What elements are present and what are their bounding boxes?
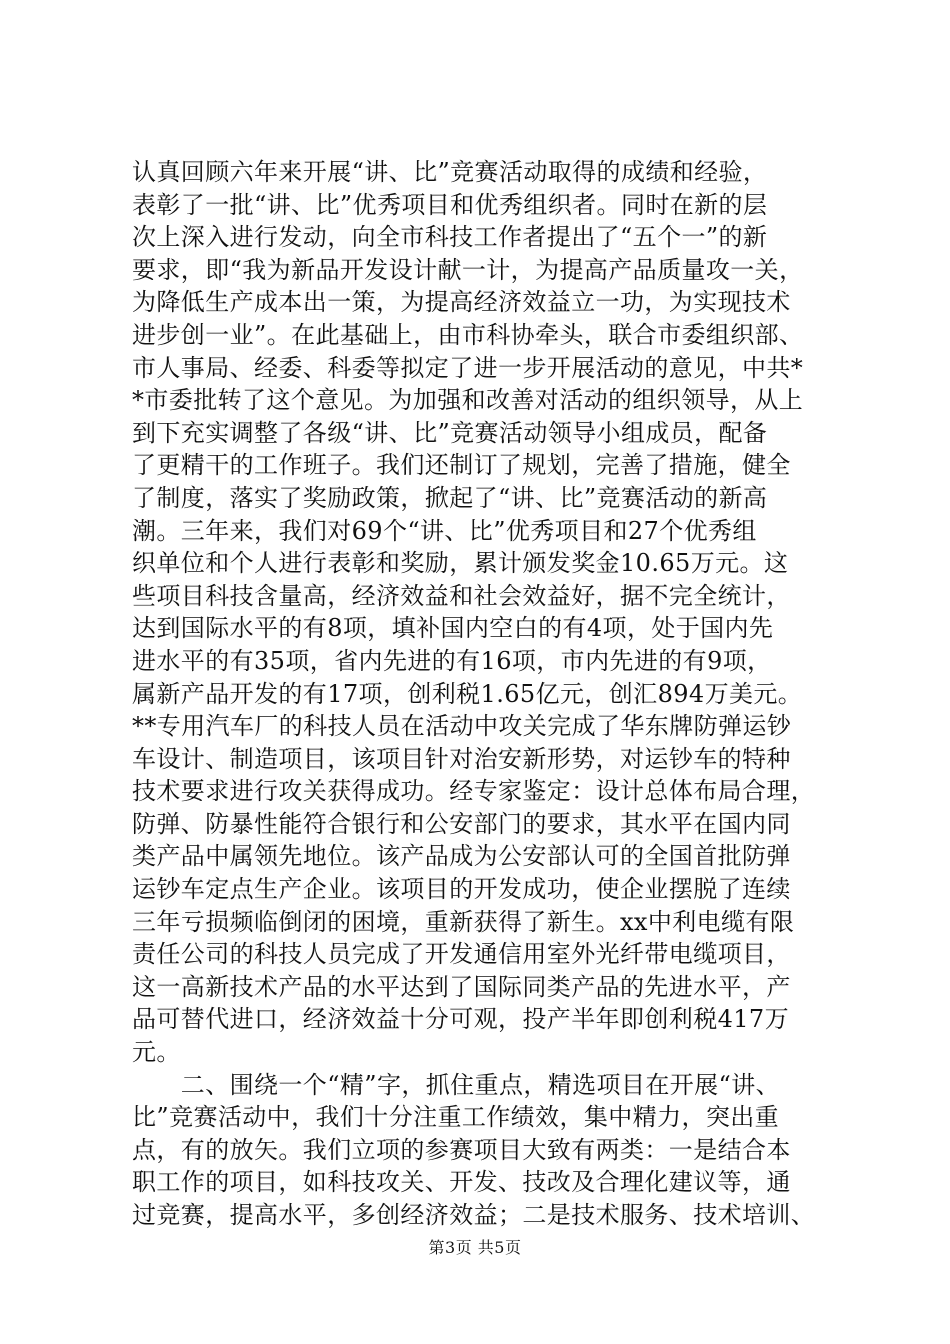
text-line: 责任公司的科技人员完成了开发通信用室外光纤带电缆项目， [132,940,791,969]
text-line: 二、围绕一个“精”字，抓住重点，精选项目在开展“讲、 [132,1070,781,1099]
text-line: 了制度，落实了奖励政策，掀起了“讲、比”竞赛活动的新高 [132,483,768,512]
text-line: 认真回顾六年来开展“讲、比”竞赛活动取得的成绩和经验， [132,158,768,186]
text-line: *市委批转了这个意见。为加强和改善对活动的组织领导，从上 [132,386,804,415]
text-line: 车设计、制造项目，该项目针对治安新形势，对运钞车的特种 [132,744,791,773]
text-line: 次上深入进行发动，向全市科技工作者提出了“五个一”的新 [132,223,768,252]
text-line: **专用汽车厂的科技人员在活动中攻关完成了华东牌防弹运钞 [132,712,792,741]
text-line: 过竞赛，提高水平，多创经济效益；二是技术服务、技术培训、 [132,1201,816,1229]
page-footer: 第3页 共5页 [428,1238,522,1257]
text-line: 这一高新技术产品的水平达到了国际同类产品的先进水平，产 [132,972,791,1001]
text-line: 职工作的项目，如科技攻关、开发、技改及合理化建议等，通 [132,1168,791,1197]
text-line: 类产品中属领先地位。该产品成为公安部认可的全国首批防弹 [132,842,791,871]
body-text [132,156,862,1232]
text-line: 些项目科技含量高，经济效益和社会效益好，据不完全统计， [132,581,791,610]
text-line: 为降低生产成本出一策，为提高经济效益立一功，为实现技术 [132,288,791,317]
text-line: 品可替代进口，经济效益十分可观，投产半年即创利税417万 [132,1005,790,1034]
text-line: 比”竞赛活动中，我们十分注重工作绩效，集中精力，突出重 [132,1103,780,1132]
text-line: 表彰了一批“讲、比”优秀项目和优秀组织者。同时在新的层 [132,190,768,219]
text-line: 技术要求进行攻关获得成功。经专家鉴定：设计总体布局合理， [132,777,816,806]
text-line: 元。 [132,1038,181,1067]
text-line: 到下充实调整了各级“讲、比”竞赛活动领导小组成员，配备 [132,418,768,447]
text-line: 属新产品开发的有17项，创利税1.65亿元，创汇894万美元。 [132,679,803,708]
text-line: 要求，即“我为新品开发设计献一计，为提高产品质量攻一关， [132,255,804,284]
text-line: 市人事局、经委、科委等拟定了进一步开展活动的意见，中共* [132,353,804,382]
text-line: 了更精干的工作班子。我们还制订了规划，完善了措施，健全 [132,451,791,480]
text-line: 三年亏损频临倒闭的困境，重新获得了新生。xx中利电缆有限 [132,907,795,936]
text-line: 点，有的放矢。我们立项的参赛项目大致有两类：一是结合本 [132,1135,791,1164]
text-line: 潮。三年来，我们对69个“讲、比”优秀项目和27个优秀组 [132,516,757,545]
text-line: 进水平的有35项，省内先进的有16项，市内先进的有9项， [132,646,772,675]
text-line: 织单位和个人进行表彰和奖励，累计颁发奖金10.65万元。这 [132,549,789,578]
text-line: 进步创一业”。在此基础上，由市科协牵头，联合市委组织部、 [132,320,804,349]
text-line: 达到国际水平的有8项，填补国内空白的有4项，处于国内先 [132,614,774,643]
text-line: 运钞车定点生产企业。该项目的开发成功，使企业摆脱了连续 [132,875,791,904]
text-line: 防弹、防暴性能符合银行和公安部门的要求，其水平在国内同 [132,809,791,838]
